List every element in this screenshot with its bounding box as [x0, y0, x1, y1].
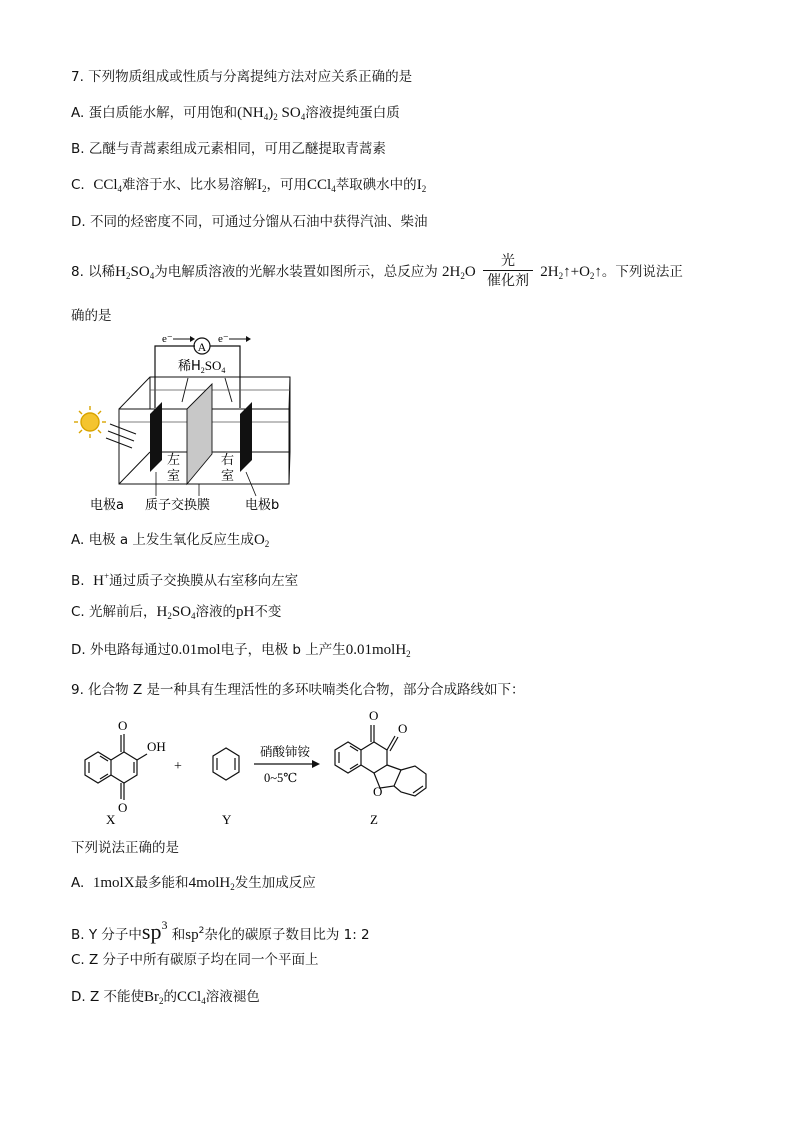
x-o-bottom-label: O — [118, 800, 128, 815]
right-room-label-2: 室 — [221, 469, 235, 484]
electrode-b-label: 电极b — [245, 498, 280, 513]
electrode-a — [150, 402, 162, 472]
q9-option-c: C. Z 分子中所有碳原子均在同一个平面上 — [71, 952, 319, 968]
proton-exchange-membrane — [187, 384, 212, 484]
q9-stem: 9. 化合物 Z 是一种具有生理活性的多环呋喃类化合物，部分合成路线如下： — [71, 682, 525, 698]
compound-y-label: Y — [222, 812, 232, 827]
compound-x-label: X — [106, 812, 116, 827]
z-o2-label: O — [398, 721, 408, 736]
left-room-label-2: 室 — [167, 469, 181, 484]
q7-option-d: D. 不同的烃密度不同，可通过分馏从石油中获得汽油、柴油 — [71, 214, 428, 230]
z-o1-label: O — [369, 708, 379, 723]
reagent-label: 硝酸铈铵 — [260, 744, 311, 759]
q9-option-d: D. Z 不能使$Br_2$的CCl$_4$溶液褪色 — [71, 989, 260, 1006]
synthesis-scheme — [68, 708, 458, 828]
z-o3-label: O — [373, 784, 383, 799]
electrode-a-label: 电极a — [90, 498, 124, 513]
q9-option-b: B. Y 分子中$sp^3$ 和$sp^2$杂化的碳原子数目比为 1: 2 — [71, 918, 370, 944]
q8-stem: 8. 以稀$H_2SO_4$为电解质溶液的光解水装置如图所示，总反应为 $2H_2O$ $\frac{\text{光}}{\text{催化剂}}$ $2H_2↑+O_2↑$。下列说法正 — [71, 252, 683, 289]
compound-z-label: Z — [370, 812, 378, 827]
q8-option-d: D. 外电路每通过0.01mol电子，电极 b 上产生0.01molH$_2$ — [71, 642, 411, 659]
reaction-condition: $\frac{\text{光}}{\text{催化剂}}$ — [483, 252, 533, 291]
electrode-b — [240, 402, 252, 472]
q9-stem2: 下列说法正确的是 — [71, 840, 179, 856]
x-oh-label: OH — [147, 739, 166, 754]
q7-option-b: B. 乙醚与青蒿素组成元素相同，可用乙醚提取青蒿素 — [71, 141, 386, 157]
electron-left-label: e⁻ — [162, 333, 173, 345]
electrolyte-label: 稀$H_2SO_4$ — [178, 358, 226, 375]
q8-option-b: B. H+通过质子交换膜从右室移向左室 — [71, 571, 299, 589]
q9-option-a: A. 1molX最多能和4molH$_2$发生加成反应 — [71, 875, 316, 892]
temperature-label: 0~5℃ — [264, 771, 298, 785]
sun-icon — [74, 406, 106, 438]
q7-option-c: C. CCl$_4$难溶于水、比水易溶解$I_2$，可用CCl$_4$萃取碘水中的$I_2$ — [71, 177, 427, 194]
q8-option-a: A. 电极 a 上发生氧化反应生成$O_2$ — [71, 532, 270, 549]
light-rays — [106, 424, 136, 448]
plus-sign: + — [174, 759, 182, 774]
ammeter-label: A — [197, 340, 207, 354]
electrolysis-apparatus-figure — [70, 332, 310, 517]
left-room-label-1: 左 — [167, 453, 181, 468]
electron-right-label: e⁻ — [218, 333, 229, 345]
x-o-top-label: O — [118, 718, 128, 733]
compound-x-structure — [85, 734, 147, 800]
q7-option-a: A. 蛋白质能水解，可用饱和$(NH_4)_2$ $SO_4$溶液提纯蛋白质 — [71, 105, 400, 122]
q7-stem: 7. 下列物质组成或性质与分离提纯方法对应关系正确的是 — [71, 69, 413, 85]
compound-y-structure — [213, 748, 239, 780]
right-room-label-1: 右 — [221, 453, 235, 468]
membrane-label: 质子交换膜 — [145, 498, 211, 513]
q8-option-c: C. 光解前后，$H_2SO_4$溶液的pH不变 — [71, 604, 282, 621]
q8-stem-line2: 确的是 — [71, 308, 112, 324]
